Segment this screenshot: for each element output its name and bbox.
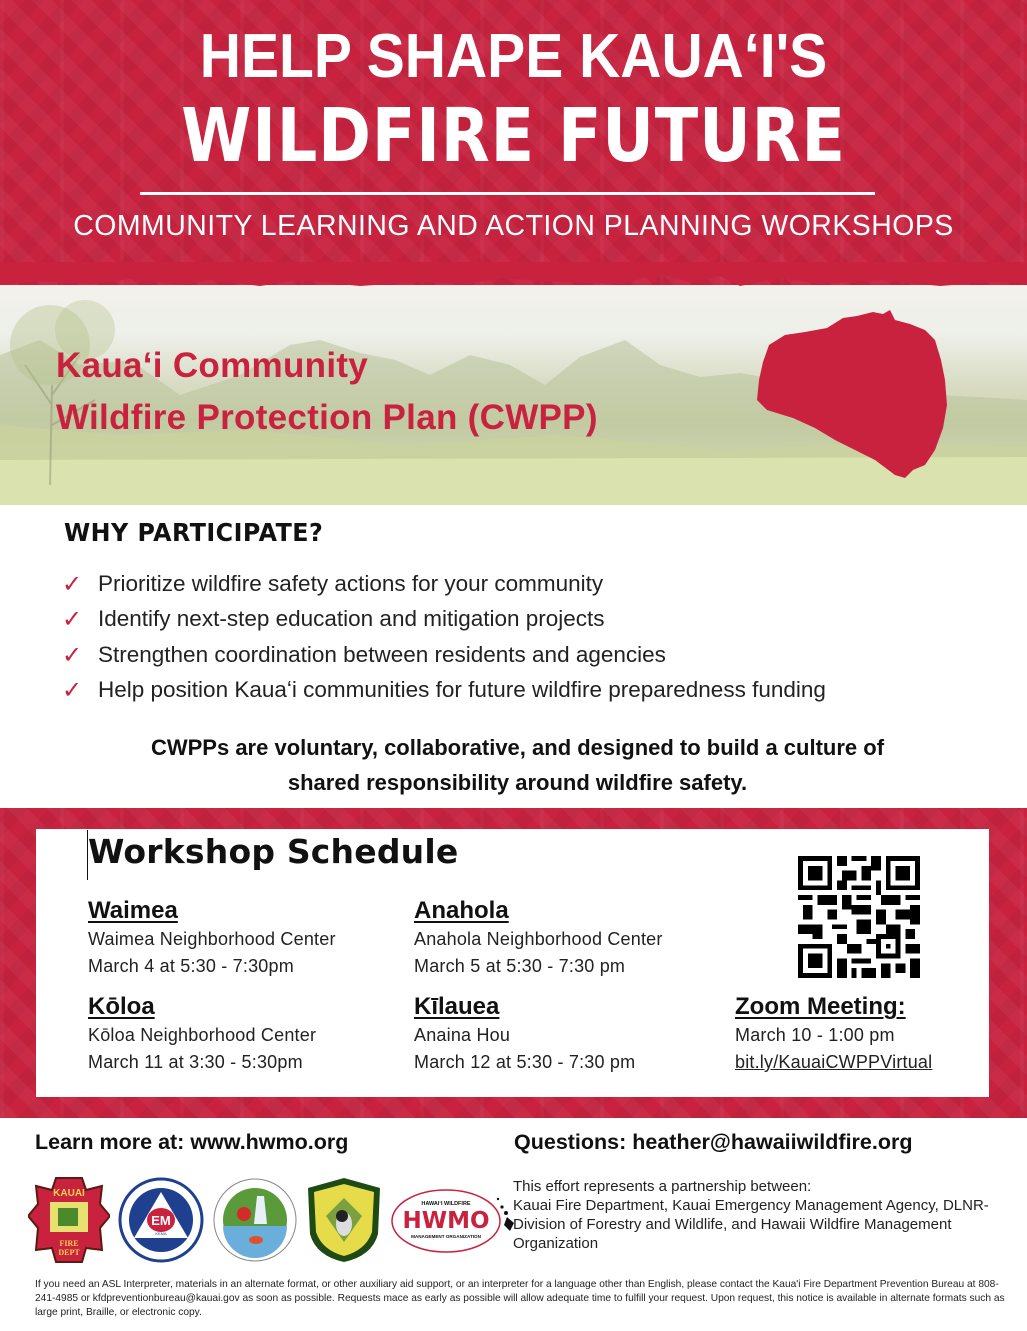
- location-anahola: Anahola Anahola Neighborhood Center March 5 at 5:30 - 7:30 pm: [414, 897, 663, 976]
- list-item: ✓ Identify next-step education and mitigation projects: [62, 605, 605, 634]
- check-icon: ✓: [62, 676, 83, 705]
- svg-text:HAWAIʻI WILDFIRE: HAWAIʻI WILDFIRE: [421, 1201, 471, 1207]
- list-item: ✓ Help position Kauaʻi communities for future wildfire preparedness funding: [62, 676, 826, 705]
- forestry-wildlife-logo-icon: [306, 1176, 382, 1264]
- check-icon: ✓: [62, 640, 83, 669]
- dlnr-logo-icon: [212, 1176, 298, 1264]
- header-banner: [0, 0, 1027, 285]
- svg-text:HWMO: HWMO: [402, 1208, 490, 1234]
- why-participate-heading: WHY PARTICIPATE?: [64, 518, 324, 547]
- svg-text:EM: EM: [151, 1213, 171, 1228]
- kema-logo-icon: [118, 1176, 204, 1264]
- svg-text:FIRE: FIRE: [59, 1239, 79, 1248]
- kauai-island-map-icon: [755, 310, 955, 480]
- check-icon: ✓: [62, 569, 83, 598]
- questions-email-link[interactable]: Questions: heather@hawaiiwildfire.org: [514, 1130, 913, 1154]
- header-subtitle: COMMUNITY LEARNING AND ACTION PLANNING WORKSHOPS: [73, 210, 954, 242]
- list-item: ✓ Strengthen coordination between residents and agencies: [62, 640, 666, 669]
- zoom-meeting-link[interactable]: bit.ly/KauaiCWPPVirtual: [735, 1052, 933, 1072]
- hero-title-line-2: Wildfire Protection Plan (CWPP): [56, 398, 598, 437]
- learn-more-link[interactable]: Learn more at: www.hwmo.org: [35, 1130, 349, 1154]
- hero-title: [56, 340, 598, 444]
- location-kilauea: Kīlauea Anaina Hou March 12 at 5:30 - 7:30 pm: [414, 993, 636, 1072]
- kauai-fire-dept-logo-icon: [28, 1176, 110, 1264]
- schedule-title: Workshop Schedule: [88, 832, 459, 871]
- header-divider: [140, 192, 875, 195]
- zoom-meeting: Zoom Meeting: March 10 - 1:00 pm bit.ly/KauaiCWPPVirtual: [735, 992, 932, 1076]
- list-item: ✓ Prioritize wildfire safety actions for your community: [62, 569, 604, 598]
- check-icon: ✓: [62, 605, 83, 634]
- svg-text:MANAGEMENT ORGANIZATION: MANAGEMENT ORGANIZATION: [411, 1234, 481, 1239]
- location-koloa: Kōloa Kōloa Neighborhood Center March 11 at 3:30 - 5:30pm: [88, 993, 317, 1072]
- svg-text:KEMA: KEMA: [155, 1231, 167, 1236]
- torn-paper-edge: [0, 262, 1027, 292]
- partnership-statement: This effort represents a partnership between: Kauai Fire Department, Kauai Emergency Management Agency, DLNR-Division of Forestry and Wildlife, and Hawaii Wildfire Management Organization: [513, 1178, 989, 1252]
- hero-title-line-1: Kauaʻi Community: [56, 346, 369, 385]
- cwpp-callout: CWPPs are voluntary, collaborative, and designed to build a culture of shared responsibility around wildfire safety.: [150, 735, 885, 795]
- partner-logos: [28, 1175, 516, 1265]
- hwmo-logo-icon: [390, 1185, 516, 1255]
- location-waimea: Waimea Waimea Neighborhood Center March 4 at 5:30 - 7:30pm: [88, 897, 336, 976]
- headline-line-1: HELP SHAPE KAUAʻI'S: [199, 22, 828, 91]
- headline-line-2: WILDFIRE FUTURE: [181, 93, 846, 179]
- svg-text:KAUAI: KAUAI: [53, 1188, 85, 1199]
- why-participate-list: [62, 566, 826, 708]
- svg-text:DEPT: DEPT: [58, 1248, 80, 1257]
- qr-code-icon[interactable]: [797, 856, 921, 978]
- accessibility-notice: If you need an ASL Interpreter, materials in an alternate format, or other auxiliary aid support, or an interpreter for a language other than English, please contact the Kaua'i Fire Department Prevention Bureau at 808- 241-4985 or kfdpreventionbureau@kauai.gov as soon as possible. Requests mace as early as possible will allow adequate time to fulfill your request. Upon request, this notice is available in alternate formats such as large print, Braille, or electronic copy.: [35, 1279, 1005, 1318]
